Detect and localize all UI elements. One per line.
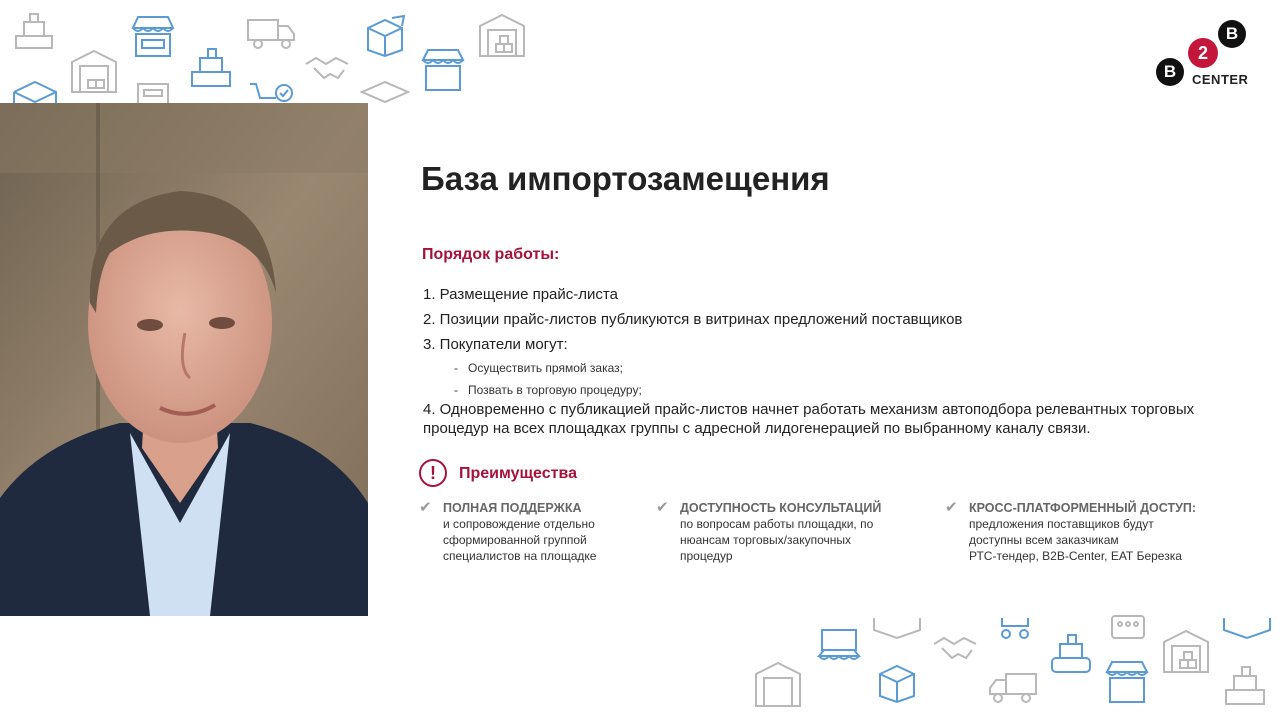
warehouse-icon: [754, 660, 802, 708]
step-1: 1. Размещение прайс-листа: [423, 286, 618, 303]
benefit-line: сформированной группой: [443, 533, 587, 547]
calculator-icon: [136, 82, 170, 104]
cash-register-icon: [188, 46, 234, 90]
logo-center-text: CENTER: [1192, 72, 1249, 87]
calculator-icon: [1110, 614, 1146, 640]
substep-2-text: Позвать в торговую процедуру;: [468, 383, 642, 397]
benefit-line: по вопросам работы площадки, по: [680, 517, 874, 531]
slide-title: База импортозамещения: [421, 160, 830, 197]
warehouse-icon: [1162, 628, 1210, 674]
benefit-consultations: [656, 499, 882, 564]
benefit-line: специалистов на площадке: [443, 549, 597, 563]
substep-1-text: Осуществить прямой заказ;: [468, 361, 623, 375]
cash-register-icon: [1048, 632, 1094, 676]
substep-1: - Осуществить прямой заказ;: [454, 361, 623, 375]
box-icon: [360, 80, 410, 104]
step-2: 2. Позиции прайс-листов публикуются в витринах предложений поставщиков: [423, 311, 963, 328]
warehouse-icon: [70, 48, 118, 94]
benefit-title: ПОЛНАЯ ПОДДЕРЖКА: [443, 501, 582, 515]
box-icon: [362, 14, 408, 58]
truck-icon: [246, 16, 296, 50]
handshake-icon: [304, 54, 350, 84]
box-icon: [1222, 616, 1272, 640]
cash-register-icon: [1222, 664, 1268, 708]
step-4: 4. Одновременно с публикацией прайс-листов начнет работать механизм автоподбора релевантных торговых процедур на всех площадках группы с адресной лидогенерацией по выбранному каналу связи.: [423, 401, 1195, 437]
storefront-icon: [420, 48, 466, 92]
benefit-line: РТС-тендер, B2B-Center, ЕАТ Березка: [969, 549, 1182, 563]
logo-b-left: B: [1156, 58, 1184, 86]
box-icon: [874, 660, 920, 704]
logo-two: 2: [1188, 38, 1218, 68]
procedure-label: Порядок работы:: [422, 246, 560, 263]
benefit-support: [419, 499, 597, 564]
benefit-line: и сопровождение отдельно: [443, 517, 595, 531]
benefit-line: процедур: [680, 549, 733, 563]
benefit-line: нюансам торговых/закупочных: [680, 533, 851, 547]
b2b-center-logo: [1154, 18, 1254, 88]
handshake-icon: [932, 634, 978, 664]
storefront-icon: [1104, 660, 1150, 704]
warehouse-icon: [478, 12, 526, 58]
cart-icon: [248, 82, 294, 104]
procedure-steps: [423, 282, 962, 401]
box-icon: [872, 616, 922, 640]
presenter-video: [0, 103, 368, 616]
benefit-line: доступны всем заказчикам: [969, 533, 1119, 547]
benefit-line: предложения поставщиков будут: [969, 517, 1154, 531]
presenter-image: [0, 103, 368, 616]
check-icon: ✔: [945, 499, 958, 516]
truck-icon: [988, 670, 1038, 704]
check-icon: ✔: [656, 499, 669, 516]
cart-icon: [998, 616, 1032, 640]
benefit-cross-platform: [945, 499, 1197, 564]
alert-icon: !: [419, 459, 447, 487]
benefit-title: ДОСТУПНОСТЬ КОНСУЛЬТАЦИЙ: [680, 501, 882, 515]
box-icon: [10, 80, 60, 104]
substep-2: - Позвать в торговую процедуру;: [454, 383, 642, 397]
logo-b-right: B: [1218, 20, 1246, 48]
storefront-icon: [130, 14, 176, 58]
benefit-title: КРОСС-ПЛАТФОРМЕННЫЙ ДОСТУП:: [969, 501, 1197, 515]
check-icon: ✔: [419, 499, 432, 516]
cash-register-icon: [12, 10, 56, 54]
step-3: 3. Покупатели могут:: [423, 336, 568, 353]
storefront-icon: [816, 628, 862, 672]
advantages-title: Преимущества: [459, 465, 577, 482]
